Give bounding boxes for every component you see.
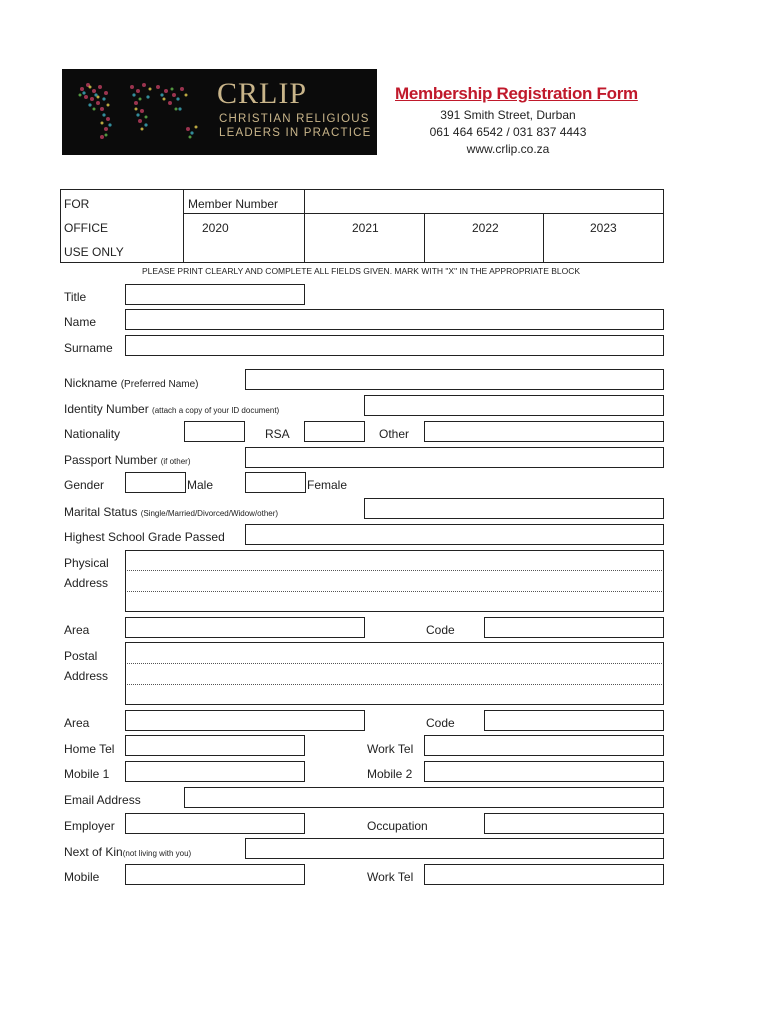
email-label: Email Address bbox=[64, 793, 141, 807]
year-2022-label: 2022 bbox=[472, 221, 499, 235]
year-2023-label: 2023 bbox=[590, 221, 617, 235]
next-of-kin-label bbox=[64, 845, 191, 859]
postal-area-label: Area bbox=[64, 716, 90, 730]
year-2022-cell[interactable] bbox=[425, 240, 543, 262]
name-label: Name bbox=[64, 315, 97, 329]
identity-text: Identity Number bbox=[64, 402, 149, 416]
employer-label: Employer bbox=[64, 819, 115, 833]
name-input[interactable] bbox=[125, 309, 664, 330]
physical-code-label: Code bbox=[426, 623, 455, 637]
postal-label: Postal bbox=[64, 649, 98, 663]
marital-text: Marital Status bbox=[64, 505, 138, 519]
mobile1-label: Mobile 1 bbox=[64, 767, 110, 781]
next-of-kin-input[interactable] bbox=[245, 838, 664, 859]
next-of-kin-note: (not living with you) bbox=[122, 849, 192, 858]
work-tel-label: Work Tel bbox=[367, 742, 414, 756]
gender-female-checkbox[interactable] bbox=[245, 472, 306, 493]
nationality-label: Nationality bbox=[64, 427, 121, 441]
member-number-label: Member Number bbox=[188, 197, 279, 211]
marital-note: (Single/Married/Divorced/Widow/other) bbox=[140, 509, 279, 518]
nickname-text: Nickname bbox=[64, 376, 118, 390]
nickname-input[interactable] bbox=[245, 369, 664, 390]
office-use-only-label: USE ONLY bbox=[64, 245, 124, 259]
physical-code-input[interactable] bbox=[484, 617, 664, 638]
nickname-label bbox=[64, 376, 199, 390]
website-line: www.crlip.co.za bbox=[466, 142, 550, 156]
logo-title: CRLIP bbox=[217, 77, 308, 110]
school-input[interactable] bbox=[245, 524, 664, 545]
postal-code-input[interactable] bbox=[484, 710, 664, 731]
home-tel-input[interactable] bbox=[125, 735, 305, 756]
postal-address-label: Address bbox=[64, 669, 109, 683]
title-label: Title bbox=[64, 290, 87, 304]
female-label: Female bbox=[307, 478, 348, 492]
physical-address-label: Address bbox=[64, 576, 109, 590]
identity-note: (attach a copy of your ID document) bbox=[152, 406, 280, 415]
home-tel-label: Home Tel bbox=[64, 742, 115, 756]
world-map-icon bbox=[62, 69, 212, 155]
marital-input[interactable] bbox=[364, 498, 664, 519]
mobile2-input[interactable] bbox=[424, 761, 664, 782]
kin-work-tel-label: Work Tel bbox=[367, 870, 414, 884]
postal-address-input[interactable] bbox=[125, 642, 664, 705]
title-input[interactable] bbox=[125, 284, 305, 305]
school-label: Highest School Grade Passed bbox=[64, 530, 225, 544]
occupation-input[interactable] bbox=[484, 813, 664, 834]
nationality-other-checkbox[interactable] bbox=[304, 421, 365, 442]
passport-note: (if other) bbox=[160, 457, 191, 466]
next-of-kin-text: Next of Kin bbox=[64, 845, 123, 859]
rsa-label: RSA bbox=[265, 427, 290, 441]
mobile1-input[interactable] bbox=[125, 761, 305, 782]
year-2021-label: 2021 bbox=[352, 221, 379, 235]
year-2020-label: 2020 bbox=[202, 221, 229, 235]
passport-input[interactable] bbox=[245, 447, 664, 468]
physical-area-label: Area bbox=[64, 623, 90, 637]
passport-label bbox=[64, 453, 191, 467]
surname-label: Surname bbox=[64, 341, 113, 355]
mobile2-label: Mobile 2 bbox=[367, 767, 413, 781]
crlip-logo bbox=[62, 69, 377, 155]
office-office-label: OFFICE bbox=[64, 221, 108, 235]
instructions: PLEASE PRINT CLEARLY AND COMPLETE ALL FIELDS GIVEN. MARK WITH "X" IN THE APPROPRIATE BLOCK bbox=[142, 266, 581, 276]
marital-label bbox=[64, 505, 278, 519]
address-line: 391 Smith Street, Durban bbox=[440, 108, 576, 122]
form-title: Membership Registration Form bbox=[395, 84, 638, 103]
surname-input[interactable] bbox=[125, 335, 664, 356]
physical-label: Physical bbox=[64, 556, 109, 570]
year-2023-cell[interactable] bbox=[544, 240, 663, 262]
mobile-input[interactable] bbox=[125, 864, 305, 885]
nationality-other-input[interactable] bbox=[424, 421, 664, 442]
male-label: Male bbox=[187, 478, 214, 492]
kin-work-tel-input[interactable] bbox=[424, 864, 664, 885]
postal-area-input[interactable] bbox=[125, 710, 365, 731]
physical-address-input[interactable] bbox=[125, 550, 664, 612]
gender-label: Gender bbox=[64, 478, 105, 492]
year-2020-cell[interactable] bbox=[184, 240, 304, 262]
mobile-label: Mobile bbox=[64, 870, 100, 884]
year-2021-cell[interactable] bbox=[305, 240, 424, 262]
phone-line: 061 464 6542 / 031 837 4443 bbox=[429, 125, 587, 139]
logo-line2: LEADERS IN PRACTICE bbox=[219, 127, 372, 139]
identity-label bbox=[64, 402, 279, 416]
identity-input[interactable] bbox=[364, 395, 664, 416]
office-for-label: FOR bbox=[64, 197, 90, 211]
nickname-note: (Preferred Name) bbox=[120, 379, 199, 390]
member-number-input[interactable] bbox=[305, 190, 663, 213]
passport-text: Passport Number bbox=[64, 453, 158, 467]
other-label: Other bbox=[379, 427, 410, 441]
physical-area-input[interactable] bbox=[125, 617, 365, 638]
gender-male-checkbox[interactable] bbox=[125, 472, 186, 493]
employer-input[interactable] bbox=[125, 813, 305, 834]
logo-line1: CHRISTIAN RELIGIOUS bbox=[219, 113, 370, 125]
work-tel-input[interactable] bbox=[424, 735, 664, 756]
email-input[interactable] bbox=[184, 787, 664, 808]
occupation-label: Occupation bbox=[367, 819, 428, 833]
postal-code-label: Code bbox=[426, 716, 455, 730]
nationality-rsa-checkbox[interactable] bbox=[184, 421, 245, 442]
